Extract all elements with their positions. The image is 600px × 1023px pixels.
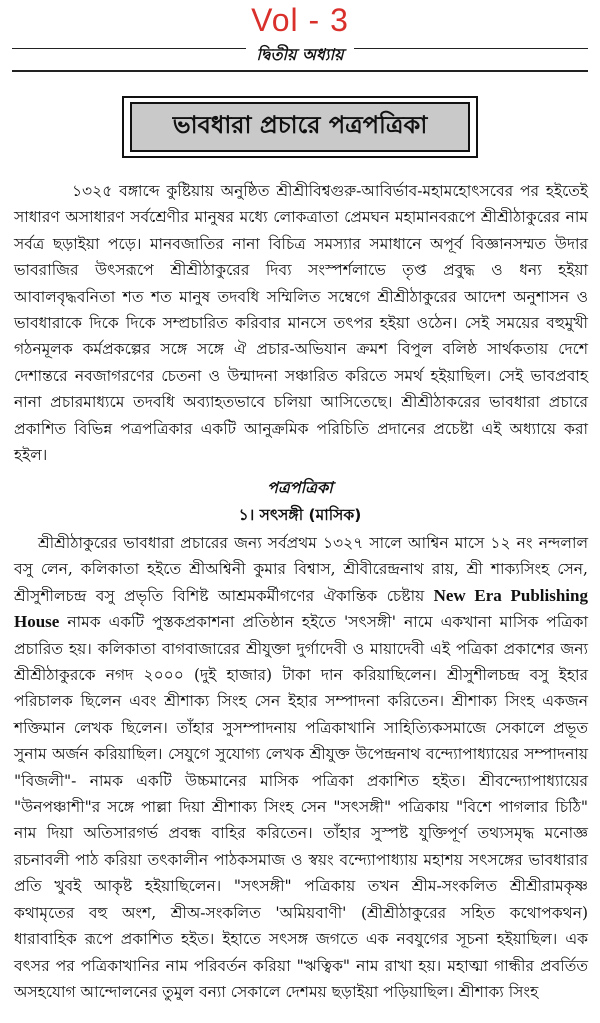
section-heading: পত্রপত্রিকা	[267, 478, 333, 497]
volume-label: Vol - 3	[251, 2, 349, 38]
section-subheading: ১। সৎসঙ্গী (মাসিক)	[238, 506, 362, 524]
body-text-part2: নামক একটি পুস্তকপ্রকাশনা প্রতিষ্ঠান হইতে 'সৎসঙ্গী' নামে একখানা মাসিক পত্রিকা প্রচারিত হয়। কলিকাতা বাগবাজারের শ্রীযুক্তা দুর্গাদেবী ও মায়াদেবী এই পত্রিকা প্রকাশের জন্য শ্রীশ্রীঠাকুরকে নগদ ২০০০ (দুই হাজার) টাকা দান করিয়াছিলেন। শ্রীসুশীলচন্দ্র বসু ইহার পরিচালক ছিলেন এবং শ্রীশাক্য সিংহ সেন ইহার সম্পাদনা করিতেন। শ্রীশাক্য সিংহ একজন শক্তিমান লেখক ছিলেন। তাঁহার সুসম্পাদনায় পত্রিকাখানি সাহিত্যিকসমাজে সেকালে প্রভূত সুনাম অর্জন করিয়াছিল। সেযুগে সুযোগ্য লেখক শ্রীযুক্ত উপেন্দ্রনাথ বন্দ্যোপাধ্যায়ের সম্পাদনায় "বিজলী"- নামক একটি উচ্চমানের মাসিক পত্রিকা প্রকাশিত হইত। শ্রীবন্দ্যোপাধ্যায়ের "উনপঞ্চাশী"র সঙ্গে পাল্লা দিয়া শ্রীশাক্য সিংহ সেন "সৎসঙ্গী" পত্রিকায় "বিশে পাগলার চিঠি" নাম দিয়া অতিসারগর্ভ প্রবন্ধ বাহির করিতেন। তাঁহার সুস্পষ্ট যুক্তিপূর্ণ তথ্যসমৃদ্ধ মনোজ্ঞ রচনাবলী পাঠ করিয়া তৎকালীন পাঠকসমাজ ও স্বয়ং বন্দ্যোপাধ্যায় মহাশয় সৎসঙ্গের ভাবধারার প্রতি খুবই আকৃষ্ট হইয়াছিলেন। "সৎসঙ্গী" পত্রিকায় তখন শ্রীম-সংকলিত শ্রীশ্রীরামকৃষ্ণ কথামৃতের বহু অংশ, শ্রীঅ-সংকলিত 'অমিয়বাণী' (শ্রীশ্রীঠাকুরের সহিত কথোপকথন) ধারাবাহিক রূপে প্রকাশিত হইত। ইহাতে সৎসঙ্গ জগতে এক নবযুগের সূচনা হইয়াছিল। এক বৎসর পর পত্রিকাখানির নাম পরিবর্তন করিয়া "ঋত্বিক" নাম রাখা হয়। মহাত্মা গান্ধীর প্রবর্তিত অসহযোগ আন্দোলনের তুমুল বন্যা সেকালে দেশময় ছড়াইয়া পড়িয়াছিল। শ্রীশাক্য সিংহ	[14, 613, 588, 1001]
body-text-part1: শ্রীশ্রীঠাকুরের ভাবধারা প্রচারের জন্য সর্বপ্রথম ১৩২৭ সালে আশ্বিন মাসে ১২ নং নন্দলাল বসু লেন, কলিকাতা হইতে শ্রীঅশ্বিনী কুমার বিশ্বাস, শ্রীবীরেন্দ্রনাথ রায়, শ্রী শাক্যসিংহ সেন, শ্রীসুশীলচন্দ্র বসু প্রভৃতি বিশিষ্ট আশ্রমকর্মীগণের ঐকান্তিক চেষ্টায়	[14, 534, 588, 605]
chapter-label-text: দ্বিতীয় অধ্যায়	[246, 45, 353, 64]
publisher-name: New Era Publishing House	[14, 585, 588, 632]
intro-paragraph: ১৩২৫ বঙ্গাব্দে কুষ্টিয়ায় অনুষ্ঠিত শ্রীশ্রীবিশ্বগুরু-আবির্ভাব-মহামহোৎসবের পর হইতেই সাধারণ অসাধারণ সর্বশ্রেণীর মানুষর মধ্যে লোকত্রাতা প্রেমঘন মহামানবরূপে শ্রীশ্রীঠাকুরের নাম সর্বত্র ছড়াইয়া পড়ে। মানবজাতির নানা বিচিত্র সমস্যার সমাধানে অপূর্ব বিজ্ঞানসম্মত উদার ভাবরাজির উৎসরূপে শ্রীশ্রীঠাকুরের দিব্য সংস্পর্শলাভে তৃপ্ত প্রবুদ্ধ ও ধন্য হইয়া আবালবৃদ্ধবনিতা শত শত মানুষ তদবধি সম্মিলিত সম্বেগে শ্রীশ্রীঠাকুরের আদেশ অনুশাসন ও ভাবধারাকে দিকে দিকে সম্প্রচারিত করিবার মানসে তৎপর হইয়া ওঠেন। সেই সময়ের বহুমুখী গঠনমূলক কর্মপ্রকল্পের সঙ্গে সঙ্গে ঐ প্রচার-অভিযান ক্রমশ বিপুল বলিষ্ঠ সার্থকতায় দেশে দেশান্তরে নবজাগরণের চেতনা ও উন্মাদনা সঞ্চারিত করিতে সমর্থ হইয়াছিল। সেই ভাবপ্রবাহ নানা প্রচারমাধ্যমে তদবধি অব্যাহতভাবে চলিয়া আসিতেছে। শ্রীশ্রীঠাকরের ভাবধারা প্রচারে প্রকাশিত বিভিন্ন পত্রপত্রিকার একটি আনুক্রমিক পরিচিতি প্রদানের প্রচেষ্টা এই অধ্যায়ে করা হইল।	[14, 182, 588, 465]
header-rule-bottom	[12, 70, 588, 72]
chapter-title: ভাবধারা প্রচারে পত্রপত্রিকা	[130, 102, 470, 152]
body-paragraph	[14, 530, 588, 1005]
chapter-label	[0, 42, 600, 69]
